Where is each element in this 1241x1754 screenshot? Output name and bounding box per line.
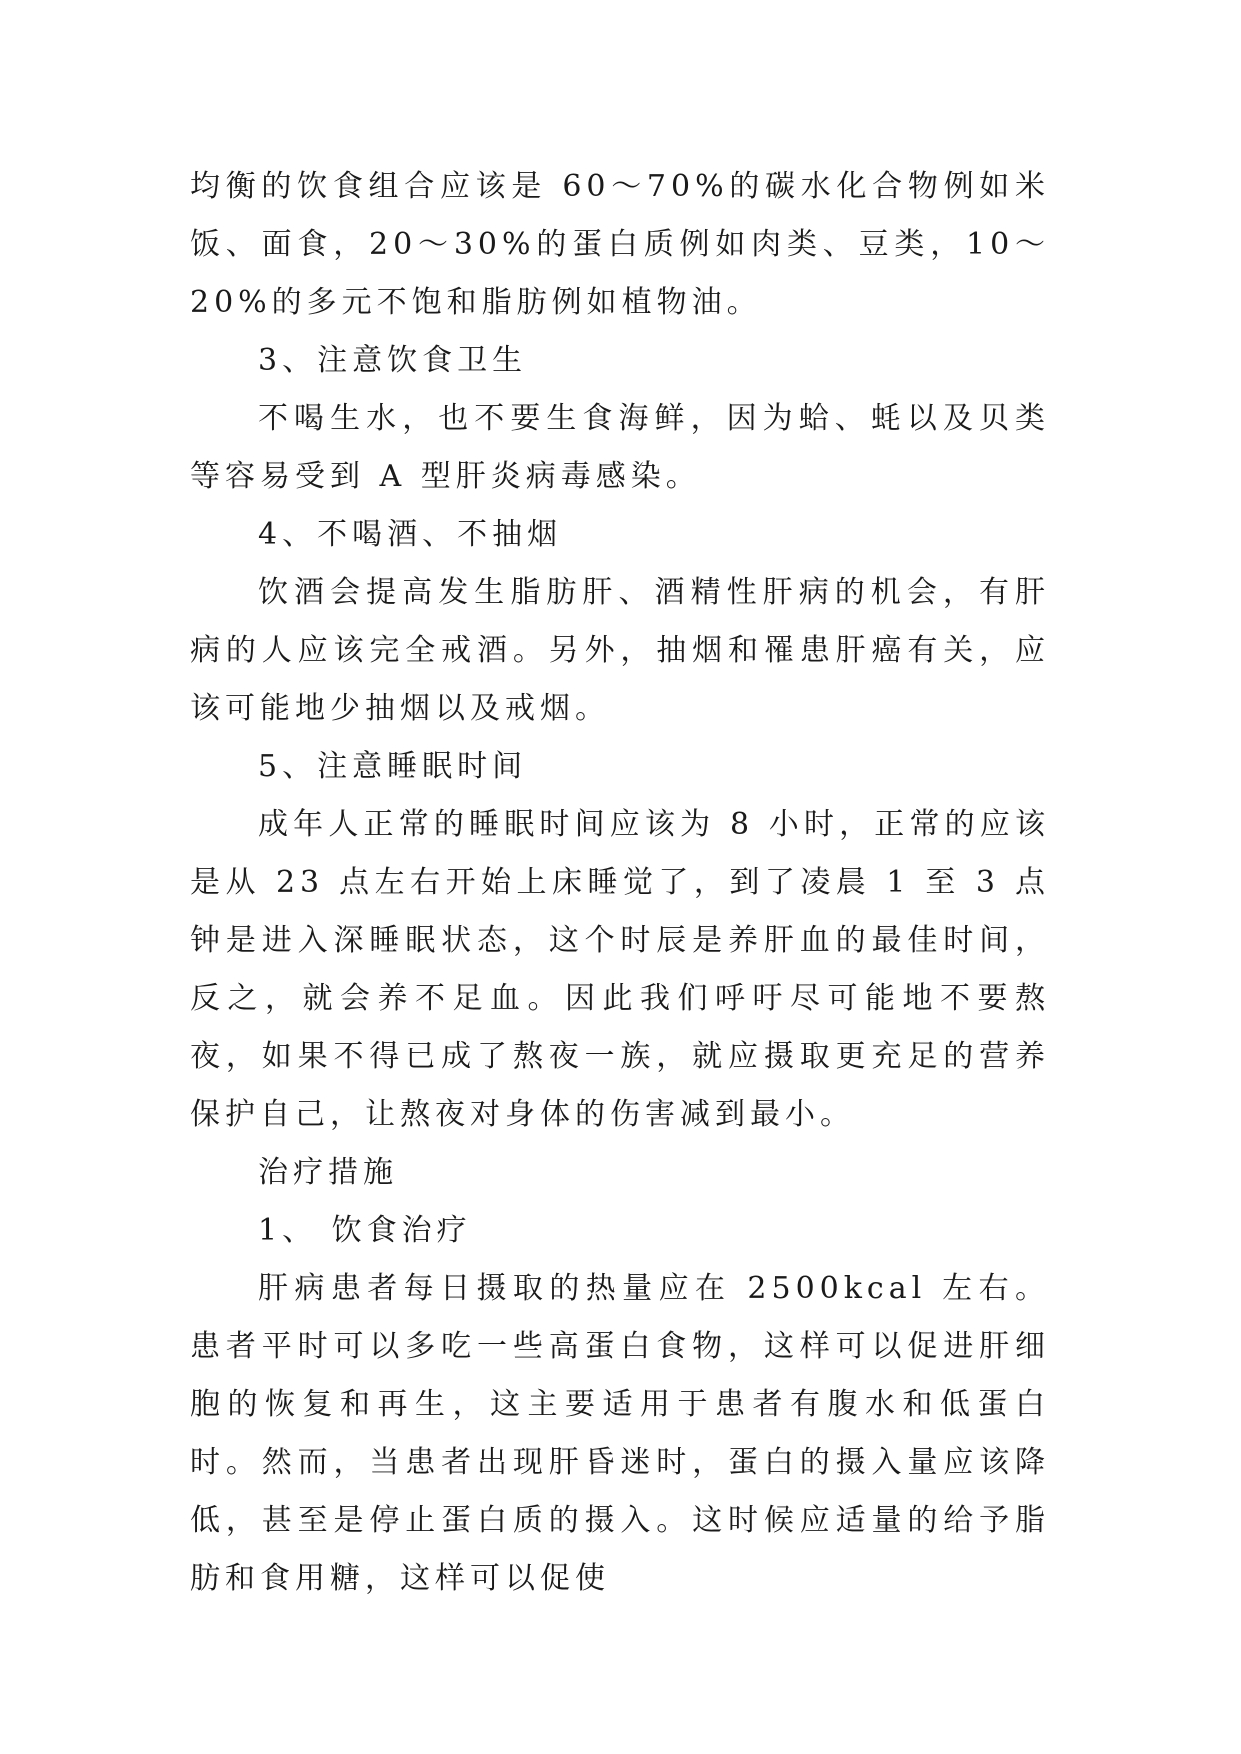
section-heading-food-hygiene: 3、注意饮食卫生 <box>258 343 528 378</box>
section-heading-diet-therapy: 1、 饮食治疗 <box>258 1213 472 1248</box>
section-heading-sleep-time: 5、注意睡眠时间 <box>258 749 528 784</box>
sleep-paragraph: 成年人正常的睡眠时间应该为 8 小时，正常的应该是从 23 点左右开始上床睡觉了，到了凌晨 1 至 3 点钟是进入深睡眠状态，这个时辰是养肝血的最佳时间，反之，就会养不足血。因此我们呼吁尽可能地不要熬夜，如果不得已成了熬夜一族，就应摄取更充足的营养保护自己，让熬夜对身体的伤害减到最小。 <box>190 807 1050 1132</box>
food-hygiene-paragraph: 不喝生水，也不要生食海鲜，因为蛤、蚝以及贝类等容易受到 A 型肝炎病毒感染。 <box>190 401 1050 494</box>
diet-therapy-paragraph: 肝病患者每日摄取的热量应在 2500kcal 左右。患者平时可以多吃一些高蛋白食物，这样可以促进肝细胞的恢复和再生，这主要适用于患者有腹水和低蛋白时。然而，当患者出现肝昏迷时，蛋白的摄入量应该降低，甚至是停止蛋白质的摄入。这时候应适量的给予脂肪和食用糖，这样可以促使 <box>190 1271 1050 1596</box>
diet-balance-paragraph: 均衡的饮食组合应该是 60～70%的碳水化合物例如米饭、面食，20～30%的蛋白质例如肉类、豆类，10～20%的多元不饱和脂肪例如植物油。 <box>190 169 1050 320</box>
section-heading-treatment: 治疗措施 <box>258 1155 398 1190</box>
section-heading-no-alcohol-smoking: 4、不喝酒、不抽烟 <box>258 517 563 552</box>
alcohol-smoking-paragraph: 饮酒会提高发生脂肪肝、酒精性肝病的机会，有肝病的人应该完全戒酒。另外，抽烟和罹患肝癌有关，应该可能地少抽烟以及戒烟。 <box>190 575 1050 726</box>
document-body <box>190 158 1050 1608</box>
